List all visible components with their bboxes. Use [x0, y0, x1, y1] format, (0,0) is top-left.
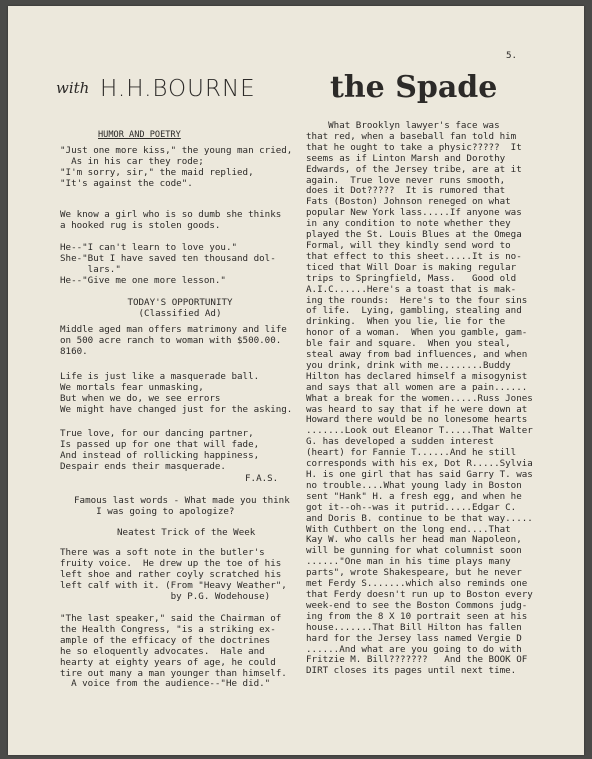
- masthead-author: H.H.BOURNE: [100, 76, 256, 102]
- famous-last-words: Famous last words - What made you think I was going to apologize?: [74, 495, 290, 517]
- page-number: 5.: [506, 50, 518, 61]
- document-page: [8, 6, 584, 755]
- masthead-with: with: [56, 79, 90, 97]
- joke-lesson: He--"I can't learn to love you." She-"But I have saved ten thousand dol- lars." He--"Give me one more lesson.": [60, 242, 276, 286]
- poem-masquerade-2: True love, for our dancing partner, Is passed up for one that will fade, And instead of rollicking happiness, Despair ends their masquerade.: [60, 428, 260, 472]
- opportunity-subtitle: (Classified Ad): [138, 308, 222, 319]
- gossip-column: What Brooklyn lawyer's face was that red, when a baseball fan told him that he ought to take a physic????? It seems as if Linton Marsh and Dorothy Edwards, of the Jersey tribe, are at it again. True love never runs smooth, does it Dot????? It is rumored that Fats (Boston) Johnson reneged on what popular New York lass.....If anyone was in any condition to note whether they played the St. Louis Blues at the Omega Formal, will they kindly send word to that effect to this sheet.....It is no- ticed that Will Doar is making regular trips to Springfield, Mass. Good old A.I.C......Here's a toast that is mak- ing the rounds: Here's to the four sins of life. Lying, gambling, stealing and drinking. When you lie, lie for the honor of a woman. When you gamble, gam- ble fair and square. When you steal, steal away from bad influences, and when you drink, drink with me........Buddy Hilton has declared himself a misogynist and says that all women are a pain...... What a break for the women.....Russ Jones was heard to say that if he were down at Howard there would be no lonesome hearts .......Look out Eleanor T.....That Walter G. has developed a sudden interest (heart) for Fannie T......And he still corresponds with his ex, Dot R.....Sylvia H. is one girl that has said Garry T. was no trouble....What young lady in Boston sent "Hank" H. a fresh egg, and when he got it--oh--was it putrid.....Edgar C. and Doris B. continue to be that way..... With Cuthbert on the long end....That Kay W. who calls her head man Napoleon, will be gunning for what columnist soon ......"One man in his time plays many parts", wrote Shakespeare, but he never met Ferdy S.......which also reminds one that Ferdy doesn't run up to Boston every week-end to see the Boston Commons judg- ing from the 8 X 10 portrait seen at his house.......That Bill Hilton has fallen hard for the Jersey lass named Vergie D ......And what are you going to do with Fritzie M. Bill??????? And the BOOK OF DIRT closes its pages until next time.: [306, 120, 533, 677]
- poem-kiss: "Just one more kiss," the young man cried, As in his car they rode; "I'm sorry, sir," the maid replied, "It's against the code".: [60, 145, 293, 189]
- health-congress-joke: "The last speaker," said the Chairman of the Health Congress, "is a striking ex- ample of the efficacy of the doctrines he so eloquently advocates. Hale and hearty at eighty years of age, he could tire out many a man younger than himself. A voice from the audience--"He did.": [60, 613, 287, 690]
- classified-ad: Middle aged man offers matrimony and life on 500 acre ranch to woman with $500.00. 8160.: [60, 324, 287, 357]
- heading-humor-and-poetry: HUMOR AND POETRY: [98, 130, 181, 140]
- poem-signature: F.A.S.: [245, 473, 279, 484]
- poem-masquerade-1: Life is just like a masquerade ball. We mortals fear unmasking, But when we do, we see errors We might have changed just for the asking.: [60, 371, 293, 415]
- joke-dumb-girl: We know a girl who is so dumb she thinks a hooked rug is stolen goods.: [60, 209, 282, 231]
- masthead-title: the Spade: [330, 70, 498, 105]
- trick-title: Neatest Trick of the Week: [117, 527, 256, 538]
- opportunity-title: TODAY'S OPPORTUNITY: [127, 297, 233, 308]
- wodehouse-quote: There was a soft note in the butler's fruity voice. He drew up the toe of his left shoe and rather coyly scratched his left calf with it. (From "Heavy Weather", by P.G. Wodehouse): [60, 547, 287, 602]
